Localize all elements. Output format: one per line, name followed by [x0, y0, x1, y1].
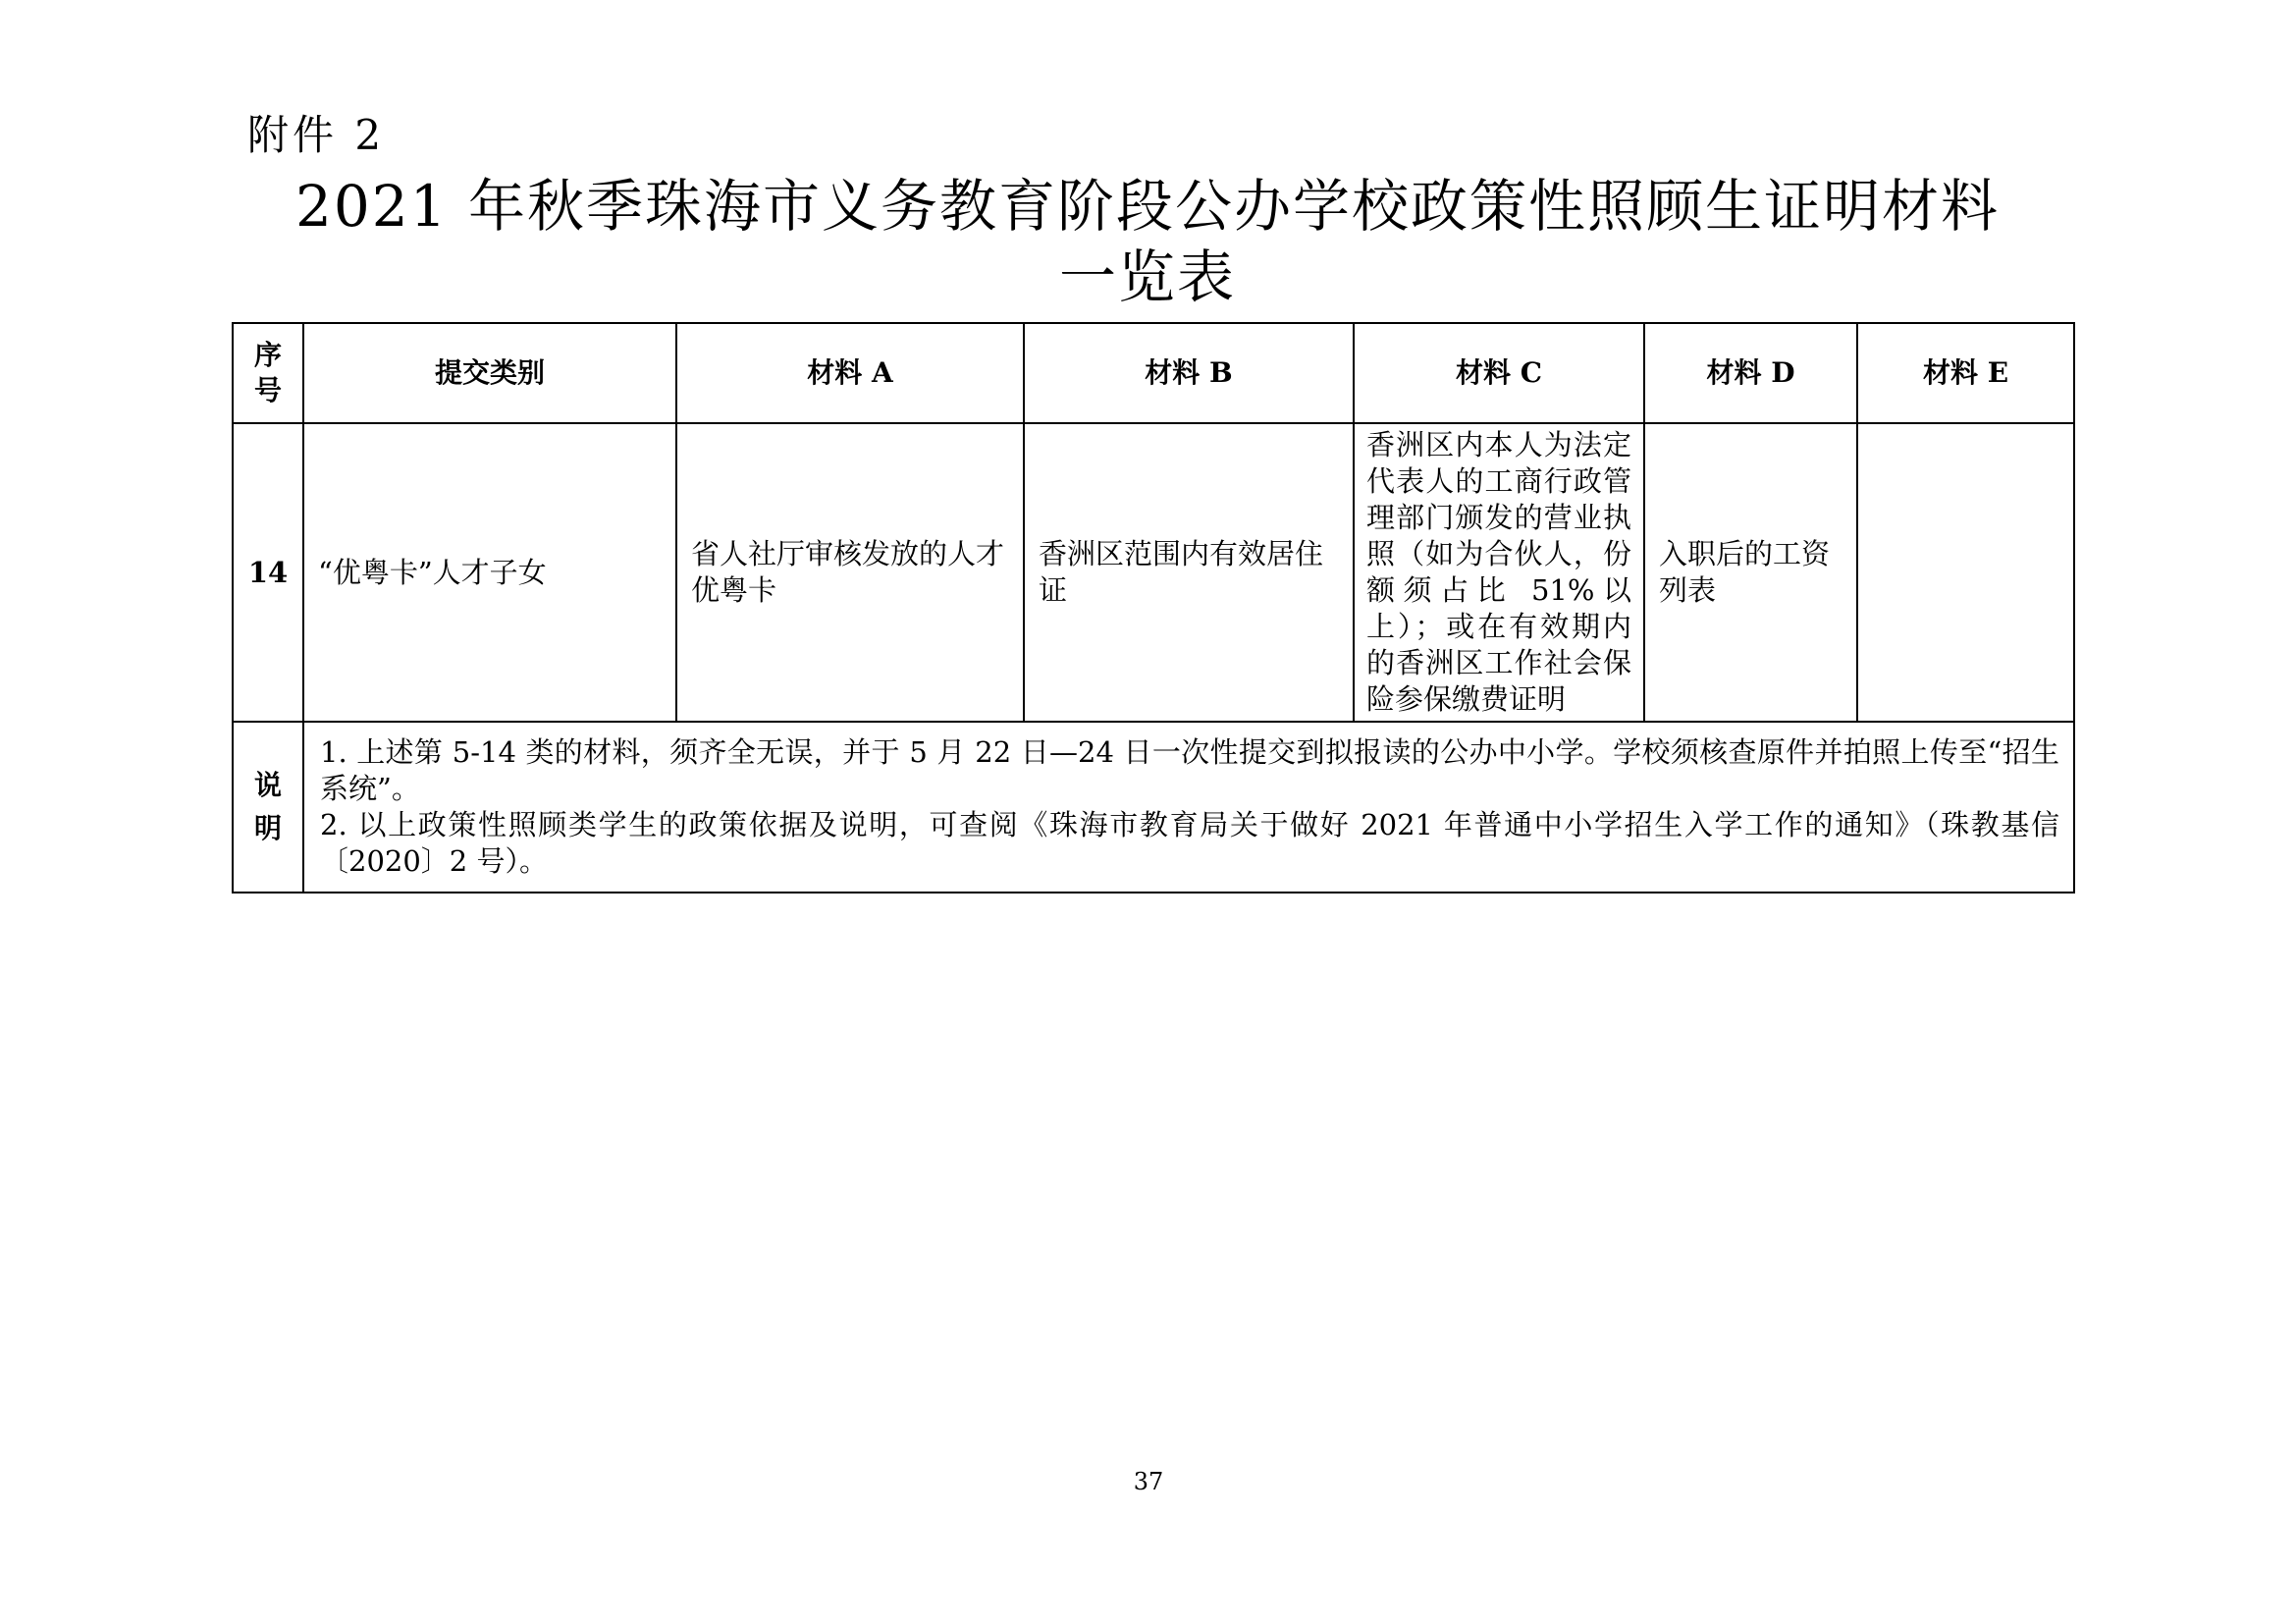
attachment-label: 附件 2 — [247, 111, 386, 159]
row-material-e — [1857, 423, 2074, 722]
row-seq: 14 — [233, 423, 303, 722]
table-row — [233, 423, 2074, 722]
header-material-b: 材料 B — [1024, 323, 1354, 423]
note-item-1: 1. 上述第 5-14 类的材料，须齐全无误，并于 5 月 22 日—24 日一次性提交到拟报读的公办中小学。学校须核查原件并拍照上传至“招生系统”。 — [320, 735, 2059, 805]
header-material-a: 材料 A — [676, 323, 1024, 423]
table-header-row — [233, 323, 2074, 423]
notes-row — [233, 722, 2074, 893]
notes-content — [303, 722, 2074, 893]
row-material-a: 省人社厅审核发放的人才优粤卡 — [676, 423, 1024, 722]
notes-label-cell — [233, 722, 303, 893]
page-number: 37 — [1133, 1468, 1164, 1495]
document-title-continued: 一览表 — [1058, 244, 1236, 310]
row-material-b: 香洲区范围内有效居住证 — [1024, 423, 1354, 722]
row-material-c: 香洲区内本人为法定代表人的工商行政管理部门颁发的营业执照（如为合伙人，份额须占比 51%以上）；或在有效期内的香洲区工作社会保险参保缴费证明 — [1354, 423, 1644, 722]
header-material-d: 材料 D — [1644, 323, 1857, 423]
header-seq-label: 序号 — [253, 339, 282, 406]
materials-table — [232, 322, 2075, 893]
note-item-2: 2. 以上政策性照顾类学生的政策依据及说明，可查阅《珠海市教育局关于做好 2021 年普通中小学招生入学工作的通知》（珠教基信〔2020〕2 号）。 — [320, 808, 2059, 878]
header-seq — [233, 323, 303, 423]
notes-label: 说明 — [253, 769, 282, 844]
document-title: 2021 年秋季珠海市义务教育阶段公办学校政策性照顾生证明材料 — [294, 173, 2001, 240]
row-material-d: 入职后的工资列表 — [1644, 423, 1857, 722]
header-material-c: 材料 C — [1354, 323, 1644, 423]
header-category: 提交类别 — [303, 323, 676, 423]
row-category: “优粤卡”人才子女 — [303, 423, 676, 722]
header-material-e: 材料 E — [1857, 323, 2074, 423]
